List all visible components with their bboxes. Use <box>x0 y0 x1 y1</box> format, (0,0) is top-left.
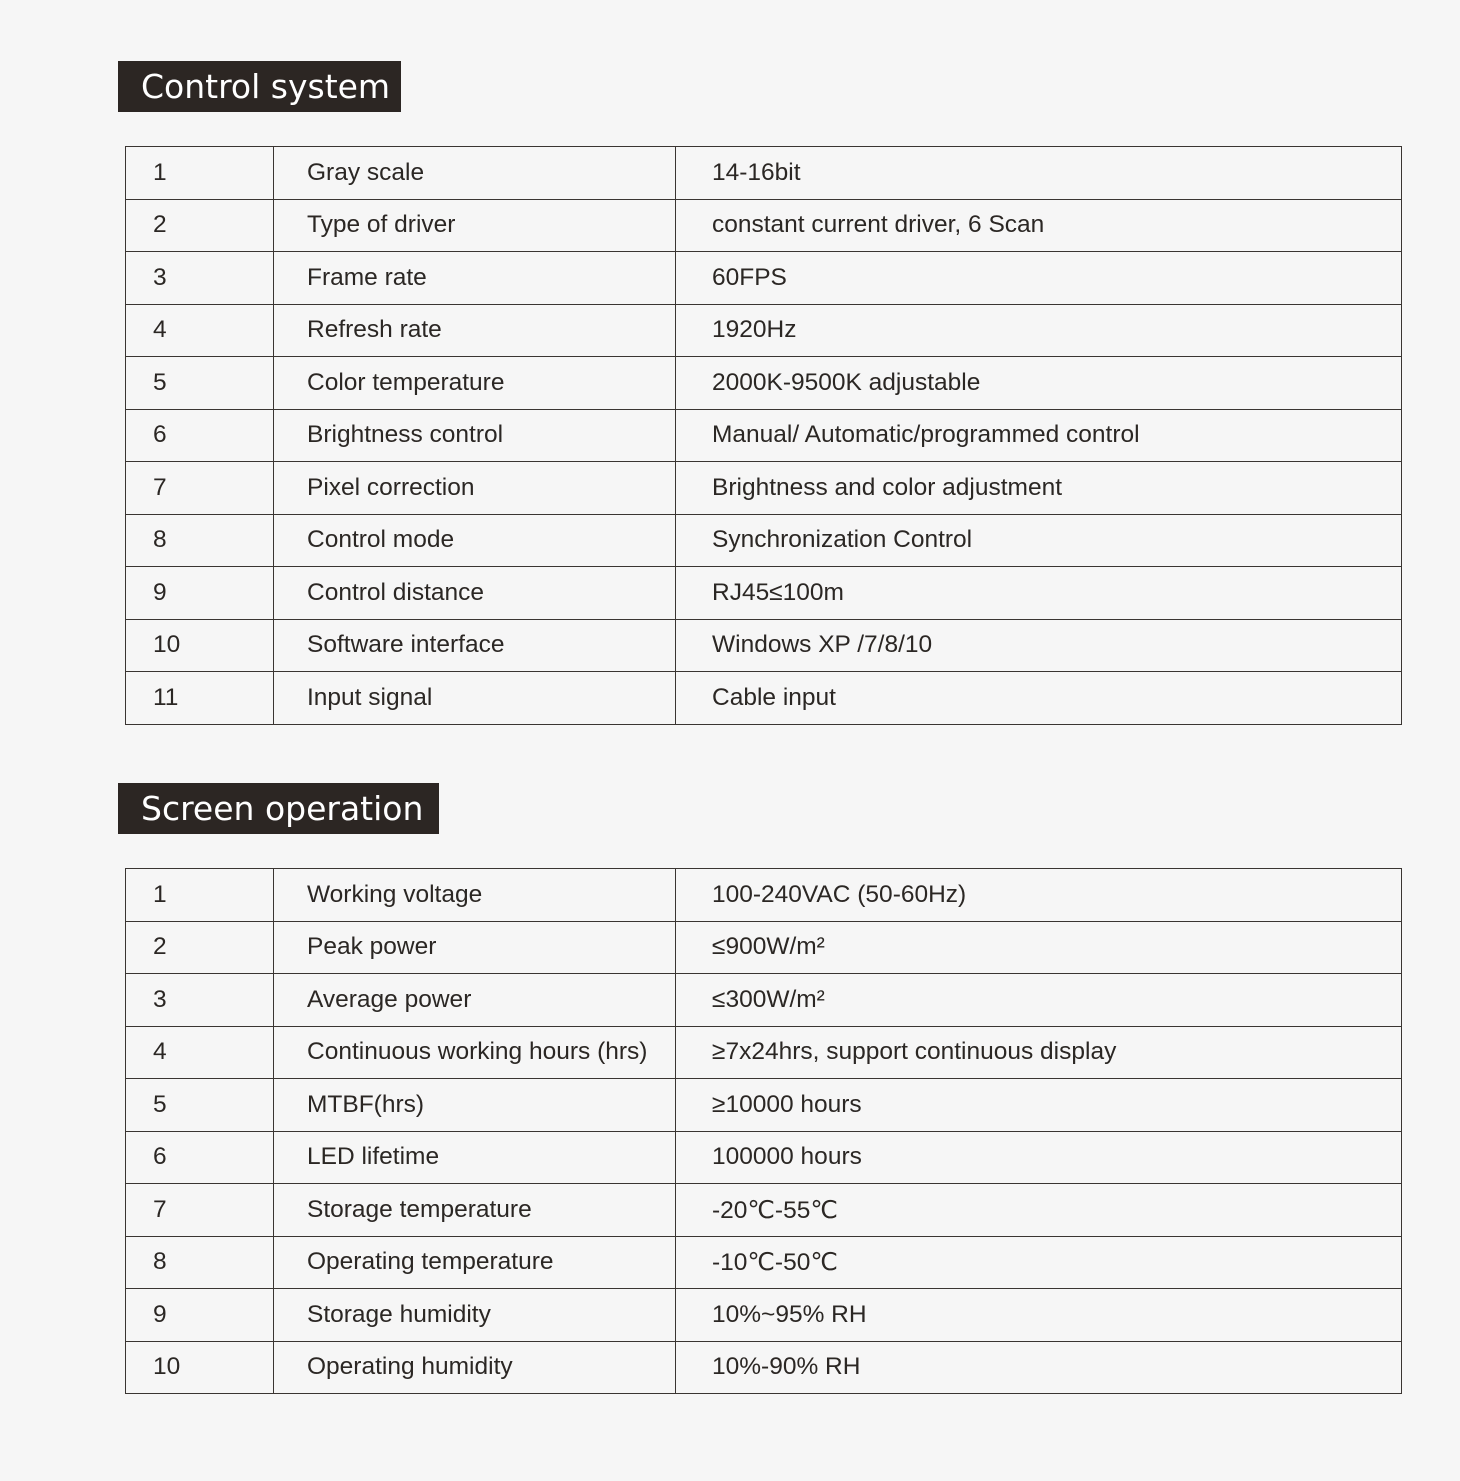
spec-value: 2000K-9500K adjustable <box>676 357 1402 410</box>
row-number: 8 <box>126 1236 274 1289</box>
row-number: 9 <box>126 1289 274 1342</box>
table-row <box>126 974 1402 1027</box>
row-number: 3 <box>126 974 274 1027</box>
spec-value: 100000 hours <box>676 1131 1402 1184</box>
spec-value: ≥10000 hours <box>676 1079 1402 1132</box>
spec-name: Storage humidity <box>274 1289 676 1342</box>
row-number: 10 <box>126 1341 274 1394</box>
spec-value: ≤300W/m² <box>676 974 1402 1027</box>
spec-value: -20℃-55℃ <box>676 1184 1402 1237</box>
row-number: 5 <box>126 357 274 410</box>
row-number: 1 <box>126 869 274 922</box>
row-number: 1 <box>126 147 274 200</box>
row-number: 8 <box>126 514 274 567</box>
table-row <box>126 1026 1402 1079</box>
row-number: 9 <box>126 567 274 620</box>
table-row <box>126 1341 1402 1394</box>
row-number: 7 <box>126 1184 274 1237</box>
spec-value: -10℃-50℃ <box>676 1236 1402 1289</box>
row-number: 5 <box>126 1079 274 1132</box>
table-row <box>126 1289 1402 1342</box>
spec-value: ≤900W/m² <box>676 921 1402 974</box>
spec-name: Control distance <box>274 567 676 620</box>
spec-value: Manual/ Automatic/programmed control <box>676 409 1402 462</box>
spec-value: Brightness and color adjustment <box>676 462 1402 515</box>
row-number: 2 <box>126 199 274 252</box>
control-system-table <box>125 146 1402 725</box>
spec-name: Software interface <box>274 619 676 672</box>
spec-name: Control mode <box>274 514 676 567</box>
spec-value: 1920Hz <box>676 304 1402 357</box>
table-row <box>126 567 1402 620</box>
table-row <box>126 462 1402 515</box>
spec-name: Type of driver <box>274 199 676 252</box>
spec-name: Frame rate <box>274 252 676 305</box>
spec-name: Operating humidity <box>274 1341 676 1394</box>
table-row <box>126 252 1402 305</box>
spec-name: LED lifetime <box>274 1131 676 1184</box>
spec-value: Cable input <box>676 672 1402 725</box>
table-row <box>126 1236 1402 1289</box>
spec-name: Refresh rate <box>274 304 676 357</box>
spec-name: Continuous working hours (hrs) <box>274 1026 676 1079</box>
spec-name: Working voltage <box>274 869 676 922</box>
row-number: 6 <box>126 409 274 462</box>
screen-operation-table-body <box>126 869 1402 1394</box>
spec-value: ≥7x24hrs, support continuous display <box>676 1026 1402 1079</box>
spec-value: 60FPS <box>676 252 1402 305</box>
table-row <box>126 357 1402 410</box>
spec-name: Pixel correction <box>274 462 676 515</box>
row-number: 4 <box>126 1026 274 1079</box>
row-number: 7 <box>126 462 274 515</box>
spec-name: MTBF(hrs) <box>274 1079 676 1132</box>
row-number: 11 <box>126 672 274 725</box>
row-number: 6 <box>126 1131 274 1184</box>
spec-name: Average power <box>274 974 676 1027</box>
table-row <box>126 869 1402 922</box>
table-row <box>126 147 1402 200</box>
spec-name: Gray scale <box>274 147 676 200</box>
row-number: 4 <box>126 304 274 357</box>
control-system-table-body <box>126 147 1402 725</box>
table-row <box>126 672 1402 725</box>
spec-value: Synchronization Control <box>676 514 1402 567</box>
table-row <box>126 304 1402 357</box>
spec-value: constant current driver, 6 Scan <box>676 199 1402 252</box>
spec-name: Storage temperature <box>274 1184 676 1237</box>
table-row <box>126 921 1402 974</box>
table-row <box>126 514 1402 567</box>
row-number: 10 <box>126 619 274 672</box>
spec-value: 100-240VAC (50-60Hz) <box>676 869 1402 922</box>
spec-name: Input signal <box>274 672 676 725</box>
spec-value: 14-16bit <box>676 147 1402 200</box>
spec-name: Peak power <box>274 921 676 974</box>
spec-name: Brightness control <box>274 409 676 462</box>
section-title-screen-operation: Screen operation <box>118 783 439 834</box>
row-number: 3 <box>126 252 274 305</box>
row-number: 2 <box>126 921 274 974</box>
table-row <box>126 1079 1402 1132</box>
spec-value: Windows XP /7/8/10 <box>676 619 1402 672</box>
screen-operation-table <box>125 868 1402 1394</box>
spec-value: 10%~95% RH <box>676 1289 1402 1342</box>
table-row <box>126 619 1402 672</box>
table-row <box>126 1131 1402 1184</box>
section-title-control-system: Control system <box>118 61 401 112</box>
table-row <box>126 409 1402 462</box>
spec-value: 10%-90% RH <box>676 1341 1402 1394</box>
spec-name: Operating temperature <box>274 1236 676 1289</box>
table-row <box>126 199 1402 252</box>
table-row <box>126 1184 1402 1237</box>
spec-name: Color temperature <box>274 357 676 410</box>
spec-value: RJ45≤100m <box>676 567 1402 620</box>
